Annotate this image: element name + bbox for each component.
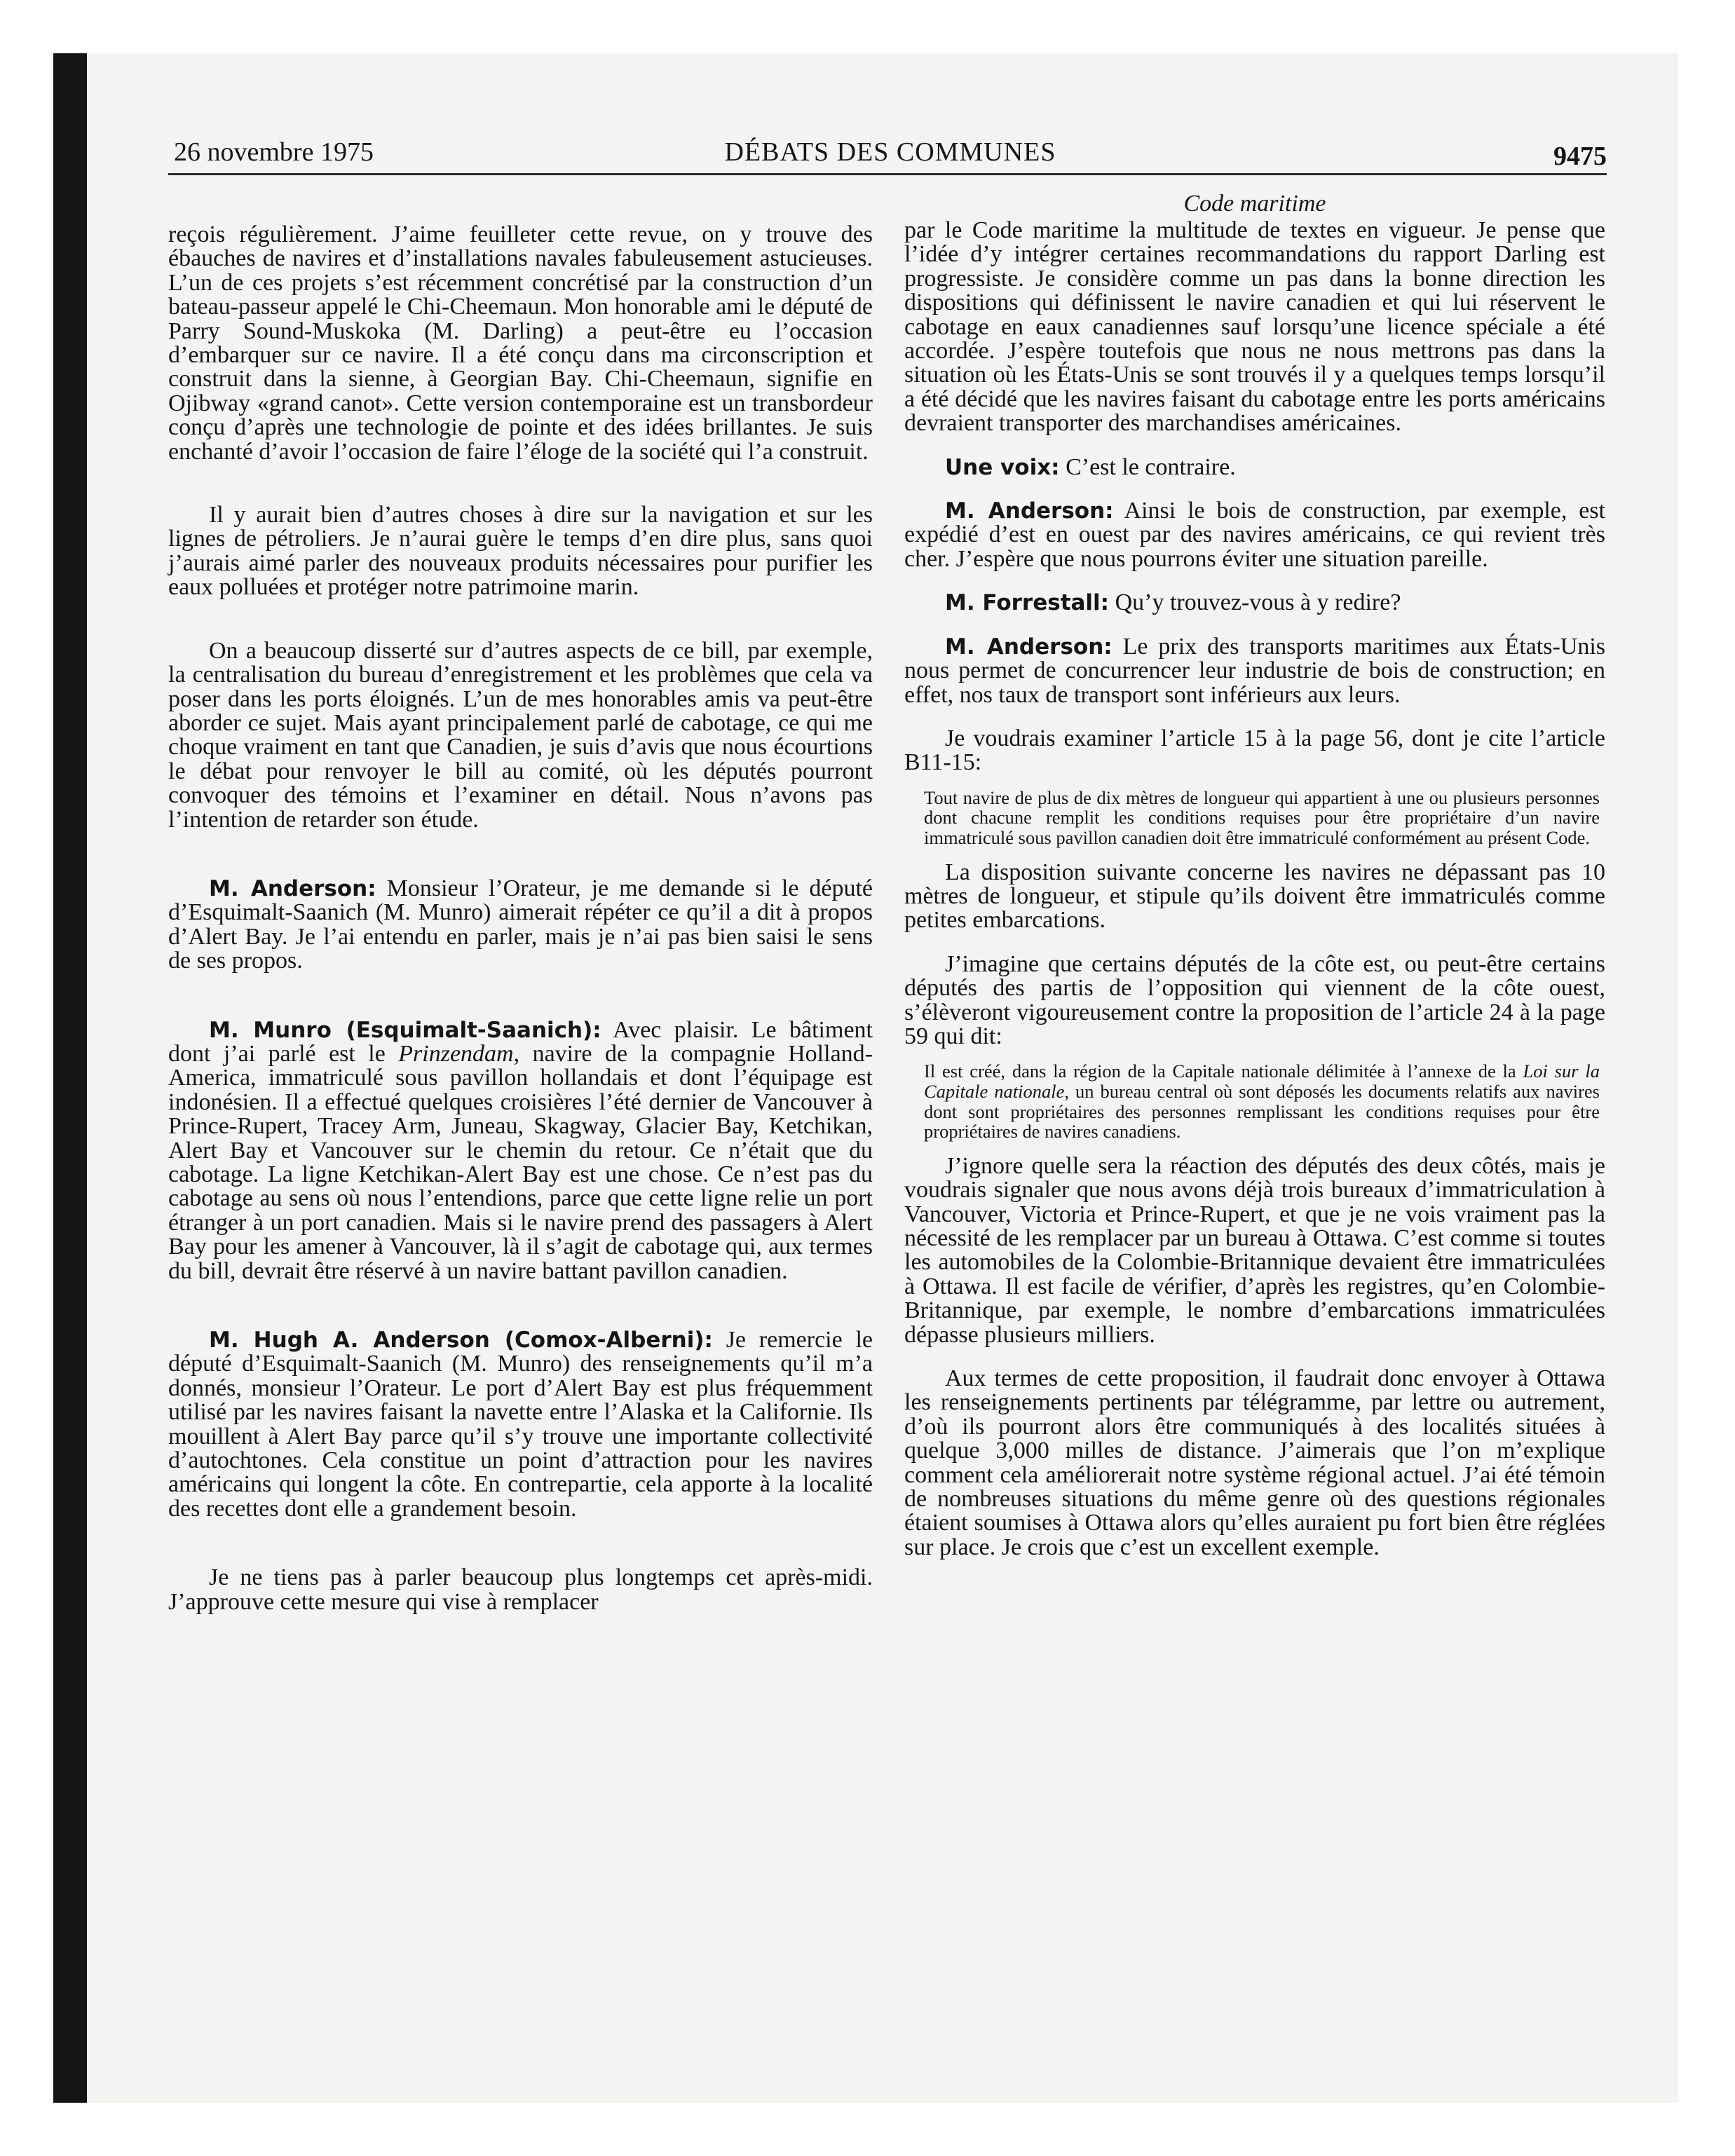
speaker-name: M. Munro (Esquimalt-Saanich):: [209, 1017, 601, 1043]
speaker-name: M. Forrestall:: [945, 590, 1110, 616]
speech-text: Je remercie le député d’Esquimalt-Saanich (M. Munro) des renseignements qu’il m’a donnés, monsieur l’Orateur. Le port d’Alert Bay est plus fréquemment utilisé par les navires faisant la navette entre l’Alaska et la Californie. Ils mouillent à Alert Bay parce qu’il s’y trouve une importante collectivité d’autochtones. Cela constitue un point d’attraction pour les navires américains qui longent la côte. En contrepartie, cela apporte à la localité des recettes dont elle a grandement besoin.: [168, 1327, 873, 1522]
quoted-article: [924, 1061, 1600, 1141]
scan-binding-edge: [53, 53, 87, 2103]
right-column: [904, 192, 1605, 1560]
speech-text: , navire de la compagnie Holland-America, immatriculé sous pavillon hollandais et dont l’équipage est indonésien. Il a effectué quelques croisières l’été dernier de Vancouver à Prince-Rupert, Tracey Arm, Juneau, Skagway, Glacier Bay, Ketchikan, Alert Bay et Vancouver sur le chemin du retour. Ce n’était que du cabotage. La ligne Ketchikan-Alert Bay est une chose. Ce n’est pas du cabotage au sens où nous l’entendions, parce que cette ligne relie un port étranger à un port canadien. Mais si le navire prend des passagers à Alert Bay pour les amener à Vancouver, là il s’agit de cabotage qui, aux termes du bill, devrait être réservé à un navire battant pavillon canadien.: [168, 1040, 873, 1284]
speech-paragraph: [904, 635, 1605, 707]
speaker-name: M. Anderson:: [945, 498, 1114, 524]
quote-text: Il est créé, dans la région de la Capitale nationale délimitée à l’annexe de la: [924, 1060, 1523, 1082]
scan-margin: [0, 0, 53, 2156]
speech-text: Ainsi le bois de construction, par exemple, est expédié d’est en ouest par des navires américains, ce qui revient très cher. J’espère que nous pourrons éviter une situation pareille.: [904, 498, 1605, 572]
speaker-name: M. Hugh A. Anderson (Comox-Alberni):: [209, 1328, 713, 1353]
speech-paragraph: [904, 591, 1605, 615]
header-date: 26 novembre 1975: [174, 137, 374, 167]
paragraph: par le Code maritime la multitude de textes en vigueur. Je pense que l’idée d’y intégrer certaines recommandations du rapport Darling est progressiste. Je considère comme un pas dans la bonne direction les dispositions qui définissent le navire canadien et qui lui réservent le cabotage en eaux canadiennes sauf lorsqu’une licence spéciale a été accordée. J’espère toutefois que nous ne nous mettrons pas dans la situation où les États-Unis se sont trouvés il y a quelques temps lorsqu’il a été décidé que les navires faisant du cabotage entre les ports américains devraient transporter des marchandises américaines.: [904, 217, 1605, 437]
speech-text: Qu’y trouvez-vous à y redire?: [1109, 589, 1401, 616]
speech-paragraph: [904, 453, 1605, 480]
ship-name: Prinzendam: [398, 1040, 514, 1067]
paragraph: Je voudrais examiner l’article 15 à la page 56, dont je cite l’article B11-15:: [904, 725, 1605, 776]
speech-paragraph: [168, 877, 873, 974]
left-column: [168, 223, 873, 1614]
paragraph: On a beaucoup disserté sur d’autres aspects de ce bill, par exemple, la centralisation du bureau d’enregistrement et les problèmes que cela va poser dans les ports éloignés. L’un de mes honorables amis va peut-être aborder ce sujet. Mais ayant principalement parlé de cabotage, ce qui me choque vraiment en tant que Canadien, je suis d’avis que nous écourtions le débat pour renvoyer le bill au comité, où les députés pourront convoquer des témoins et l’examiner en détail. Nous n’avons pas l’intention de retarder son étude.: [168, 637, 873, 833]
speech-paragraph: [168, 1018, 873, 1283]
paragraph: reçois régulièrement. J’aime feuilleter cette revue, on y trouve des ébauches de navires et d’installations navales fabuleusement astucieuses. L’un de ces projets s’est récemment concrétisé par la construction d’un bateau-passeur appelé le Chi-Cheemaun. Mon honorable ami le député de Parry Sound-Muskoka (M. Darling) a peut-être eu l’occasion d’embarquer sur ce navire. Il a été conçu dans ma circonscription et construit dans la sienne, à Georgian Bay. Chi-Cheemaun, signifie en Ojibway «grand canot». Cette version contemporaine est un transbordeur conçu d’après une technologie de pointe et des idées brillantes. Je suis enchanté d’avoir l’occasion de faire l’éloge de la société qui l’a construit.: [168, 221, 873, 465]
speaker-name: M. Anderson:: [209, 875, 376, 901]
speech-text: Monsieur l’Orateur, je me demande si le député d’Esquimalt-Saanich (M. Munro) aimerait répéter ce qu’il a dit à propos d’Alert Bay. Je l’ai entendu en parler, mais je n’ai pas bien saisi le sens de ses propos.: [168, 875, 873, 974]
page-number: 9475: [1553, 142, 1607, 171]
speech-paragraph: [168, 1328, 873, 1521]
speech-text: Avec plaisir. Le bâtiment dont j’ai parlé est le: [168, 1016, 873, 1067]
section-title: Code maritime: [1183, 191, 1326, 217]
quoted-article: Tout navire de plus de dix mètres de longueur qui appartient à une ou plusieurs personnes dont chacune remplit les conditions requises pour être propriétaire d’un navire immatriculé sous pavillon canadien doit être immatriculé conformément au présent Code.: [924, 786, 1600, 848]
header-rule: [168, 173, 1607, 175]
header-title: DÉBATS DES COMMUNES: [724, 137, 1056, 167]
paragraph: J’ignore quelle sera la réaction des députés des deux côtés, mais je voudrais signaler que nous avons déjà trois bureaux d’immatriculation à Vancouver, Victoria et Prince-Rupert, et que je ne vois vraiment pas la nécessité de les remplacer par un bureau à Ottawa. C’est comme si toutes les automobiles de la Colombie-Britannique devaient être immatriculées à Ottawa. Il est facile de vérifier, d’après les registres, qu’en Colombie-Britannique, par exemple, le nombre d’embarcations immatriculées dépasse plusieurs milliers.: [904, 1152, 1605, 1348]
paragraph: J’imagine que certains députés de la côte est, ou peut-être certains députés des partis de l’opposition qui viennent de la côte ouest, s’élèveront vigoureusement contre la proposition de l’article 24 à la page 59 qui dit:: [904, 950, 1605, 1049]
law-title: Loi sur la Capitale nationale: [924, 1060, 1600, 1102]
paragraph: La disposition suivante concerne les navires ne dépassant pas 10 mètres de longueur, et stipule qu’ils doivent être immatriculés comme petites embarcations.: [904, 859, 1605, 934]
speaker-name: M. Anderson:: [945, 634, 1113, 660]
speech-text: C’est le contraire.: [1059, 453, 1236, 480]
page-header: [174, 135, 1607, 170]
speech-text: Le prix des transports maritimes aux États-Unis nous permet de concurrencer leur industrie de bois de construction; en effet, nos taux de transport sont inférieurs aux leurs.: [904, 633, 1605, 708]
speech-paragraph: [904, 499, 1605, 571]
paragraph: Il y aurait bien d’autres choses à dire sur la navigation et sur les lignes de pétroliers. Je n’aurai guère le temps d’en dire plus, sans quoi j’aurais aimé parler des nouveaux produits nécessaires pour purifier les eaux polluées et protéger notre patrimoine marin.: [168, 502, 873, 601]
speaker-name: Une voix:: [945, 454, 1060, 480]
quote-text: , un bureau central où sont déposés les documents relatifs aux navires dont sont propriétaires des personnes remplissant les conditions requises pour être propriétaires de navires canadiens.: [924, 1080, 1600, 1142]
paragraph: Aux termes de cette proposition, il faudrait donc envoyer à Ottawa les renseignements pertinents par télégramme, par lettre ou autrement, d’où ils pourront alors être communiqués à des localités situées à quelque 3,000 milles de distance. J’aimerais que l’on m’explique comment cela améliorerait notre système régional actuel. J’ai été témoin de nombreuses situations du même genre où des questions régionales étaient soumises à Ottawa alors qu’elles auraient pu fort bien être réglées sur place. Je crois que c’est un excellent exemple.: [904, 1365, 1605, 1560]
paragraph: Je ne tiens pas à parler beaucoup plus longtemps cet après-midi. J’approuve cette mesure qui vise à remplacer: [168, 1564, 873, 1615]
